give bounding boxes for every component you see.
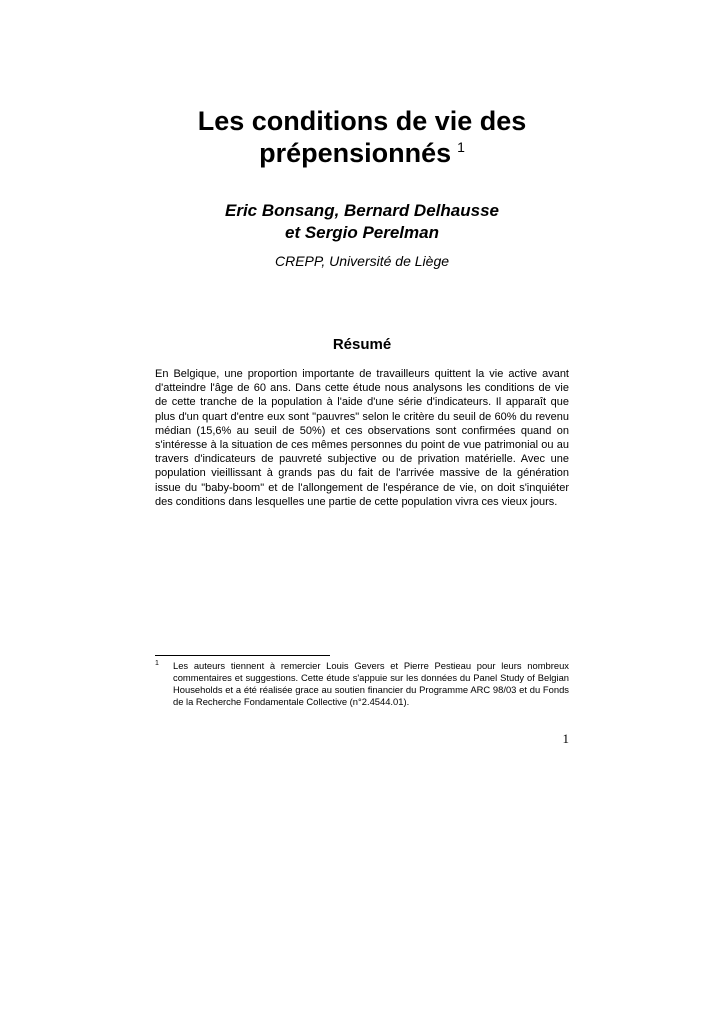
title-line-2: prépensionnés	[259, 138, 452, 168]
page-number: 1	[562, 731, 569, 746]
authors-line-2: et Sergio Perelman	[284, 223, 439, 242]
title-line-1: Les conditions de vie des	[197, 106, 527, 136]
abstract-heading: Résumé	[332, 336, 392, 353]
footnote	[155, 660, 569, 708]
affiliation: CREPP, Université de Liège	[274, 253, 450, 269]
document-title	[155, 105, 569, 169]
authors	[155, 200, 569, 244]
footnote-text: Les auteurs tiennent à remercier Louis Gevers et Pierre Pestieau pour leurs nombreux commentaires et suggestions. Cette étude s'appuie sur les données du Panel Study of Belgian Households et a été réalisée grace au soutien financier du Programme ARC 98/03 et du Fonds de la Recherche Fondamentale Collective (n°2.4544.01).	[173, 660, 569, 707]
title-footnote-ref[interactable]: 1	[457, 139, 465, 155]
authors-line-1: Eric Bonsang, Bernard Delhausse	[225, 201, 499, 220]
abstract-body: En Belgique, une proportion importante de travailleurs quittent la vie active avant d'atteindre l'âge de 60 ans. Dans cette étude nous analysons les conditions de vie de cette tranche de la population à l'aide d'une série d'indicateurs. Il apparaît que plus d'un quart d'entre eux sont "pauvres" selon le critère du seuil de 60% du revenu médian (15,6% au seuil de 50%) et ces observations sont confirmées quand on s'intéresse à la situation de ces mêmes personnes du point de vue patrimonial ou au travers d'indicateurs de pauvreté subjective ou de privation matérielle. Avec une population vieillissant à grands pas du fait de l'arrivée massive de la génération issue du "baby-boom" et de l'allongement de l'espérance de vie, on doit s'inquiéter des conditions dans lesquelles une partie de cette population vivra ces vieux jours.	[155, 368, 569, 508]
footnote-mark: 1	[155, 660, 159, 667]
footnote-divider	[155, 655, 330, 656]
